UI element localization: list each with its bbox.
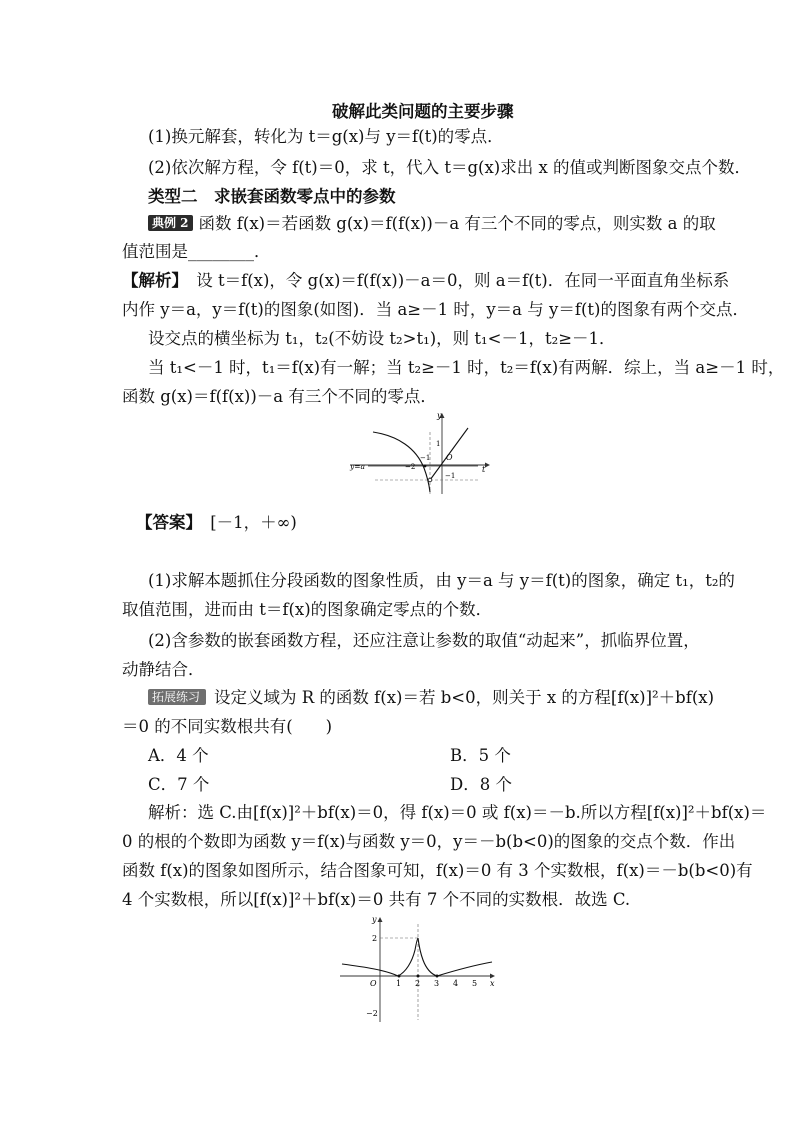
curve-left-branch [373, 432, 430, 492]
intersection-point [424, 465, 427, 468]
fig2-y-label: y [372, 915, 377, 924]
fig2-x-label: x [490, 979, 495, 988]
option-a-text: 4 个 [176, 746, 209, 765]
answer-value: [－1，＋∞) [210, 513, 297, 532]
analysis-text-1: 设 t＝f(x)，令 g(x)＝f(f(x))－a＝0，则 a＝f(t)．在同一平面直角坐标系 [196, 271, 730, 290]
option-c [148, 774, 209, 796]
example-badge: 典例 2 [148, 215, 193, 231]
section-heading: 破解此类问题的主要步骤 [332, 102, 514, 121]
fig1-label-neg-one-x: −1 [420, 454, 431, 462]
open-endpoint [428, 478, 432, 482]
point-x-3 [436, 975, 439, 978]
analysis-line-4: 当 t₁<－1 时，t₁＝f(x)有一解；当 t₂≥－1 时，t₂＝f(x)有两解．综上，当 a≥－1 时， [148, 358, 785, 377]
notes-line-2: 取值范围，进而由 t＝f(x)的图象确定零点的个数． [122, 600, 493, 619]
point-x-1 [398, 975, 401, 978]
solution-line-2: 0 的根的个数即为函数 y＝f(x)与函数 y＝0，y＝－b(b<0)的图象的交点个数．作出 [122, 832, 736, 851]
fig2-y-tick-neg-2: −2 [366, 1009, 378, 1018]
x-axis-arrow [490, 974, 495, 979]
notes-line-4: 动静结合． [122, 660, 205, 679]
fig2-x-tick-5: 5 [472, 979, 478, 988]
fig1-origin: O [446, 453, 453, 462]
type-two-heading: 类型二 求嵌套函数零点中的参数 [148, 187, 396, 206]
fig1-label-one: 1 [436, 440, 441, 448]
option-d-letter: D． [450, 775, 480, 794]
fig1-label-neg-one-y: −1 [445, 472, 456, 480]
fig1-line-label: y=a [350, 462, 365, 471]
practice-text-1: 设定义域为 R 的函数 f(x)＝若 b<0，则关于 x 的方程[f(x)]²＋bf(x) [214, 688, 715, 707]
notes-line-1: (1)求解本题抓住分段函数的图象性质，由 y＝a 与 y＝f(t)的图象，确定 t₁，t₂的 [148, 571, 735, 590]
fig2-x-tick-1: 1 [396, 979, 402, 988]
fig2-origin: O [370, 979, 377, 988]
step-2: (2)依次解方程，令 f(t)＝0，求 t，代入 t＝g(x)求出 x 的值或判断图象交点个数． [148, 158, 752, 177]
option-b [450, 745, 511, 767]
example-text-1: 函数 f(x)＝若函数 g(x)＝f(f(x))－a 有三个不同的零点，则实数 a 的取 [198, 214, 716, 233]
example-line-2: 值范围是________． [122, 242, 271, 261]
analysis-line-1 [122, 270, 729, 292]
fig1-label-neg-two: −2 [405, 463, 416, 471]
option-d [450, 774, 512, 796]
practice-line-1 [148, 687, 714, 709]
option-c-letter: C． [148, 775, 178, 794]
answer-label: 【答案】 [136, 513, 194, 532]
analysis-line-5: 函数 g(x)＝f(f(x))－a 有三个不同的零点． [122, 387, 437, 406]
analysis-line-2: 内作 y＝a，y＝f(t)的图象(如图)．当 a≥－1 时，y＝a 与 y＝f(t)的图象有两个交点． [122, 300, 749, 319]
solution-line-3: 函数 f(x)的图象如图所示，结合图象可知，f(x)＝0 有 3 个实数根，f(x)＝－b(b<0)有 [122, 861, 753, 880]
analysis-label: 【解析】 [122, 271, 180, 290]
answer-line [136, 512, 297, 534]
fig1-y-label: y [437, 411, 442, 420]
option-a-letter: A． [148, 746, 177, 765]
fig2-y-tick-2: 2 [372, 934, 378, 943]
point-x-2 [417, 975, 420, 978]
example-line-1 [148, 213, 716, 235]
t-axis-arrow [485, 463, 490, 468]
analysis-line-3: 设交点的横坐标为 t₁，t₂(不妨设 t₂>t₁)，则 t₁<－1，t₂≥－1． [148, 329, 616, 348]
notes-line-3: (2)含参数的嵌套函数方程，还应注意让参数的取值“动起来”，抓临界位置， [148, 631, 700, 650]
figure-2 [330, 912, 500, 1024]
fig2-x-tick-4: 4 [453, 979, 459, 988]
option-a [148, 745, 209, 767]
option-b-text: 5 个 [478, 746, 511, 765]
fig1-t-label: t [482, 465, 486, 474]
option-c-text: 7 个 [177, 775, 210, 794]
y-axis-2-arrow [378, 917, 383, 922]
practice-badge: 拓展练习 [148, 689, 206, 705]
solution-line-1: 解析：选 C.由[f(x)]²＋bf(x)＝0，得 f(x)＝0 或 f(x)＝－b.所以方程[f(x)]²＋bf(x)＝ [148, 803, 767, 822]
solution-line-4: 4 个实数根，所以[f(x)]²＋bf(x)＝0 共有 7 个不同的实数根．故选 C. [122, 890, 631, 909]
practice-line-2: ＝0 的不同实数根共有( ) [122, 717, 333, 736]
fig2-x-tick-3: 3 [434, 979, 440, 988]
option-b-letter: B． [450, 746, 479, 765]
figure-1 [340, 410, 500, 496]
curve-right-part [418, 938, 492, 976]
step-1: (1)换元解套，转化为 t＝g(x)与 y＝f(t)的零点． [148, 127, 504, 146]
option-d-text: 8 个 [479, 775, 512, 794]
fig2-x-tick-2: 2 [415, 979, 421, 988]
